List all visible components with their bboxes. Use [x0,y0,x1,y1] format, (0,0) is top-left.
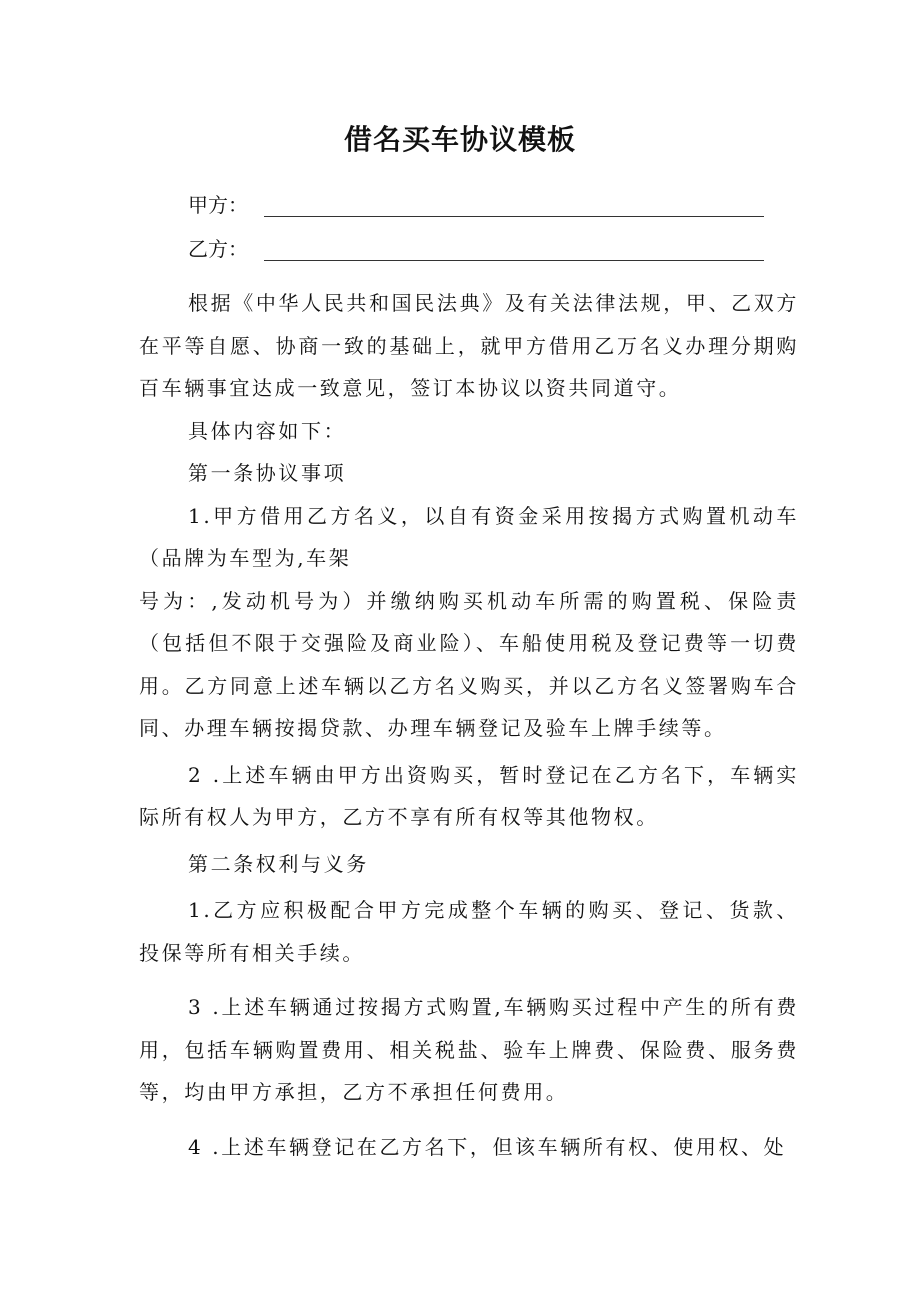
party-b-label: 乙方： [188,237,248,261]
article-2-clause-4: 4 .上述车辆登记在乙方名下，但该车辆所有权、使用权、处 [188,1134,787,1159]
article-2-heading: 第二条权利与义务 [188,851,369,876]
article-1-clause-1-start: 1.甲方借用乙方名义，以自有资金采用按揭方式购置机动车（品牌为车型为,车架 [139,503,799,570]
article-1-clause-2: 2 .上述车辆由甲方出资购买，暂时登记在乙方名下，车辆实际所有权人为甲方，乙方不享有所有权等其他物权。 [139,762,799,829]
article-2-clause-3: 3 .上述车辆通过按揭方式购置,车辆购买过程中产生的所有费用，包括车辆购置费用、相关税盐、验车上牌费、保险费、服务费等，均由甲方承担，乙方不承担任何费用。 [139,995,799,1104]
party-b-blank-line [264,260,764,261]
paragraph-preamble: 根据《中华人民共和国民法典》及有关法律法规，甲、乙双方在平等自愿、协商一致的基础上，就甲方借用乙万名义办理分期购百车辆事宜达成一致意见，签订本协议以资共同道守。 [139,291,799,400]
article-2-clause-1: 1.乙方应积极配合甲方完成整个车辆的购买、登记、货款、投保等所有相关手续。 [139,898,799,965]
paragraph-contents-intro: 具体内容如下： [188,418,347,443]
article-1-heading: 第一条协议事项 [188,461,347,485]
article-1-clause-1-continued: 号为：,发动机号为）并缴纳购买机动车所需的购置税、保险责（包括但不限于交强险及商业险）、车船使用税及登记费等一切费用。乙方同意上述车辆以乙方名义购买，并以乙方名义签署购车合同、办理车辆按揭贷款、办理车辆登记及验车上牌手续等。 [139,588,799,740]
document-title: 借名买车协议模板 [343,123,576,156]
document-body [139,282,799,1168]
party-a-label: 甲方： [188,193,248,217]
party-a-blank-line [264,216,764,217]
